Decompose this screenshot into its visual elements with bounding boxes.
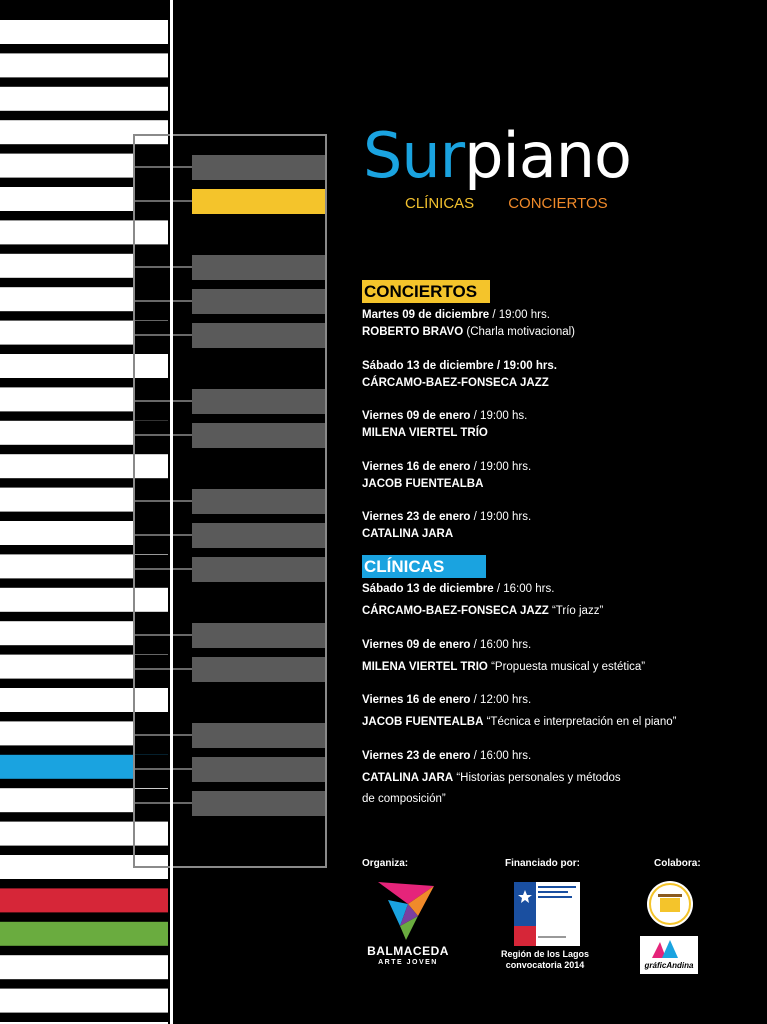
event-detail: “Trío jazz” xyxy=(548,605,604,617)
clinicas-event xyxy=(362,637,645,676)
event-artist-line xyxy=(362,603,603,620)
white-key xyxy=(0,588,168,612)
event-date: Sábado 13 de diciembre xyxy=(362,583,494,595)
event-artist-line xyxy=(362,526,531,543)
event-artist-line xyxy=(362,659,645,676)
event-time: / 16:00 hrs. xyxy=(493,583,555,595)
event-time: / 12:00 hrs. xyxy=(470,694,532,706)
event-date-line xyxy=(362,509,531,526)
colabora-label: Colabora: xyxy=(654,858,701,869)
event-date: Viernes 16 de enero xyxy=(362,460,471,473)
black-key xyxy=(192,657,326,682)
white-key xyxy=(0,120,168,144)
subtitle-conciertos: CONCIERTOS xyxy=(508,195,608,212)
event-date-line xyxy=(362,307,575,324)
event-date: Viernes 16 de enero xyxy=(362,694,471,706)
black-key xyxy=(192,255,326,280)
white-key xyxy=(0,220,168,244)
event-time: / 16:00 hrs. xyxy=(470,749,532,762)
black-key xyxy=(192,289,326,314)
black-key xyxy=(192,557,326,582)
event-artist: CATALINA JARA xyxy=(362,528,454,540)
black-key xyxy=(192,489,326,514)
event-date-line xyxy=(362,692,676,709)
consejo-cultura-logo-icon xyxy=(514,882,580,946)
event-artist: JACOB FUENTEALBA xyxy=(362,716,484,728)
event-time: / 19:00 hrs. xyxy=(470,460,532,473)
poster-subtitle xyxy=(363,195,743,212)
event-date-line xyxy=(362,748,621,765)
event-time: / 19:00 hs. xyxy=(470,410,528,422)
white-key xyxy=(0,53,168,77)
event-date: Martes 09 de diciembre xyxy=(362,309,490,321)
conciertos-section xyxy=(362,280,490,303)
event-artist-line xyxy=(362,375,557,392)
piano-keys-illustration xyxy=(0,0,330,1024)
poster-title-block xyxy=(363,119,743,212)
conciertos-event xyxy=(362,307,575,341)
event-artist: JACOB FUENTEALBA xyxy=(362,477,484,490)
convocatoria-text: convocatoria 2014 xyxy=(505,960,585,970)
white-key xyxy=(0,454,168,478)
event-date: Sábado 13 de diciembre / 19:00 hrs. xyxy=(362,359,557,372)
event-artist-line xyxy=(362,770,621,787)
event-detail: “Propuesta musical y estética” xyxy=(487,660,646,673)
black-key xyxy=(192,791,326,816)
clinicas-event xyxy=(362,581,603,620)
event-time: / 16:00 hrs. xyxy=(470,638,532,651)
conciertos-event xyxy=(362,408,527,442)
subtitle-clinicas: CLÍNICAS xyxy=(405,195,475,212)
black-key xyxy=(192,189,326,214)
clinicas-header: CLÍNICAS xyxy=(362,555,486,578)
event-detail-continued: de composición” xyxy=(362,792,446,805)
graficandina-name: gráficAndina xyxy=(644,961,694,970)
balmaceda-logo-icon xyxy=(378,882,434,940)
event-detail: (Charla motivacional) xyxy=(463,326,576,338)
black-key xyxy=(192,323,326,348)
event-date: Viernes 09 de enero xyxy=(362,638,471,651)
financiado-label: Financiado por: xyxy=(505,858,580,869)
conciertos-event xyxy=(362,459,531,493)
conciertos-header: CONCIERTOS xyxy=(362,280,490,303)
event-artist-line xyxy=(362,324,575,341)
event-detail: “Técnica e interpretación en el piano” xyxy=(483,716,677,728)
event-time: / 19:00 hrs. xyxy=(489,309,550,321)
event-artist: CÁRCAMO-BAEZ-FONSECA JAZZ xyxy=(362,605,549,617)
white-key xyxy=(0,922,168,946)
clinicas-event xyxy=(362,748,621,808)
black-key xyxy=(192,389,326,414)
balmaceda-tagline: ARTE JOVEN xyxy=(378,959,438,966)
black-key xyxy=(192,757,326,782)
event-date: Viernes 09 de enero xyxy=(362,410,471,422)
balmaceda-name: BALMACEDA xyxy=(367,944,449,958)
poster-title xyxy=(363,119,743,192)
event-artist-line xyxy=(362,476,531,493)
conciertos-event xyxy=(362,358,557,392)
white-key xyxy=(0,87,168,111)
black-key xyxy=(192,423,326,448)
title-sur: Sur xyxy=(363,119,465,192)
conciertos-event xyxy=(362,509,531,543)
white-key xyxy=(0,822,168,846)
clinicas-section xyxy=(362,555,486,578)
black-key xyxy=(192,623,326,648)
event-detail: “Historias personales y métodos xyxy=(453,771,621,784)
black-key xyxy=(192,155,326,180)
organiza-label: Organiza: xyxy=(362,858,409,869)
event-date-line xyxy=(362,408,527,425)
black-key xyxy=(192,723,326,748)
event-date-line xyxy=(362,637,645,654)
title-piano: piano xyxy=(464,119,631,192)
white-key xyxy=(0,955,168,979)
white-key xyxy=(0,989,168,1013)
event-time: / 19:00 hrs. xyxy=(470,511,532,523)
event-date-line xyxy=(362,358,557,375)
white-key xyxy=(0,354,168,378)
region-text: Región de los Lagos xyxy=(500,949,589,959)
event-date-line xyxy=(362,459,531,476)
event-artist: MILENA VIERTEL TRÍO xyxy=(362,427,488,439)
tren-del-sur-logo-icon xyxy=(646,880,694,928)
white-key xyxy=(0,20,168,44)
event-artist-line xyxy=(362,714,676,731)
event-date: Viernes 23 de enero xyxy=(362,749,471,762)
event-date: Viernes 23 de enero xyxy=(362,511,471,523)
event-artist-line xyxy=(362,425,527,442)
clinicas-event xyxy=(362,692,676,731)
white-key xyxy=(0,688,168,712)
event-artist: CATALINA JARA xyxy=(362,771,454,784)
event-date-line xyxy=(362,581,603,598)
white-key xyxy=(0,888,168,912)
event-artist: CÁRCAMO-BAEZ-FONSECA JAZZ xyxy=(362,376,549,389)
event-artist: ROBERTO BRAVO xyxy=(362,326,464,338)
black-key xyxy=(192,523,326,548)
event-artist: MILENA VIERTEL TRIO xyxy=(362,660,488,673)
